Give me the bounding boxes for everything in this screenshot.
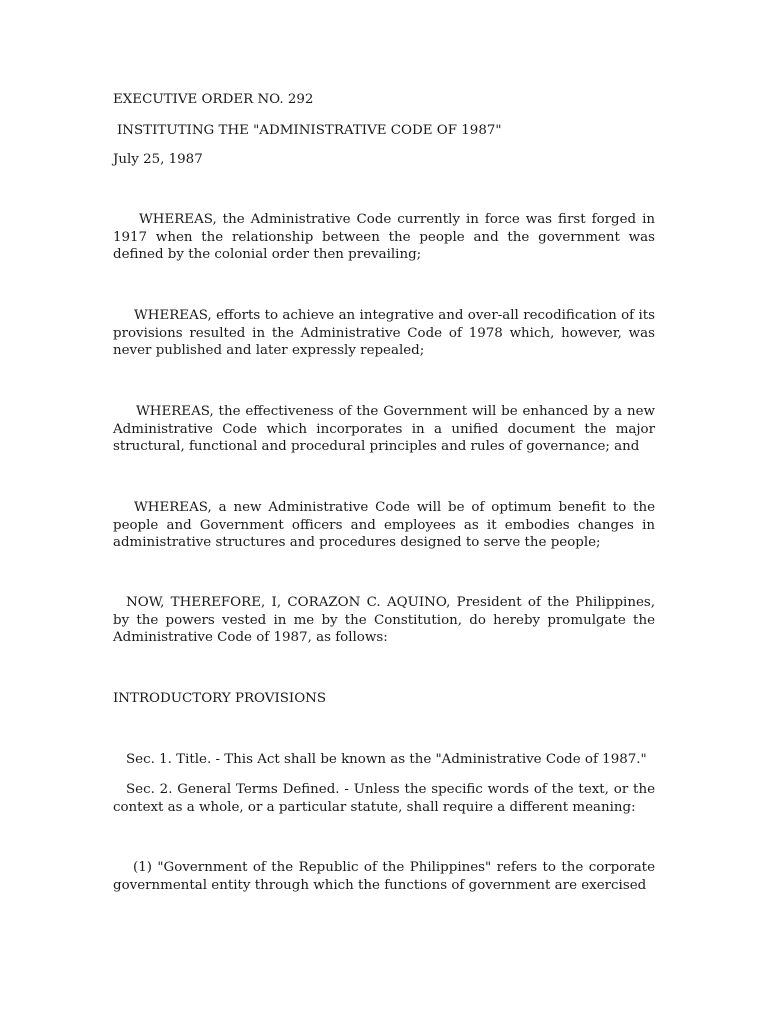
section-2: Sec. 2. General Terms Defined. - Unless the specific words of the text, or the context as a whole, or a particular statute, shall require a different meaning: [113, 782, 655, 815]
section-heading: INTRODUCTORY PROVISIONS [113, 691, 327, 706]
now-therefore-paragraph: NOW, THEREFORE, I, CORAZON C. AQUINO, President of the Philippines, by the powers vested in me by the Constitution, do hereby promulgate the Administrative Code of 1987, as follows: [113, 595, 655, 646]
whereas-paragraph-3: WHEREAS, the effectiveness of the Government will be enhanced by a new Administrative Code which incorporates in a unified document the major structural, functional and procedural principles and rules of governance; and [113, 404, 655, 455]
document-date: July 25, 1987 [113, 152, 203, 167]
document-title: EXECUTIVE ORDER NO. 292 [113, 92, 314, 107]
definition-1: (1) "Government of the Republic of the Philippines" refers to the corporate governmental entity through which the functions of government are exercised [113, 860, 655, 893]
section-1: Sec. 1. Title. - This Act shall be known as the "Administrative Code of 1987." [126, 752, 647, 767]
whereas-paragraph-2: WHEREAS, efforts to achieve an integrative and over-all recodification of its provisions resulted in the Administrative Code of 1978 which, however, was never published and later expressly repealed; [113, 308, 655, 359]
whereas-paragraph-1: WHEREAS, the Administrative Code currently in force was first forged in 1917 when the relationship between the people and the government was defined by the colonial order then prevailing; [113, 212, 655, 263]
whereas-paragraph-4: WHEREAS, a new Administrative Code will be of optimum benefit to the people and Government officers and employees as it embodies changes in administrative structures and procedures designed to serve the people; [113, 500, 655, 551]
document-subtitle: INSTITUTING THE "ADMINISTRATIVE CODE OF 1987" [117, 123, 502, 138]
